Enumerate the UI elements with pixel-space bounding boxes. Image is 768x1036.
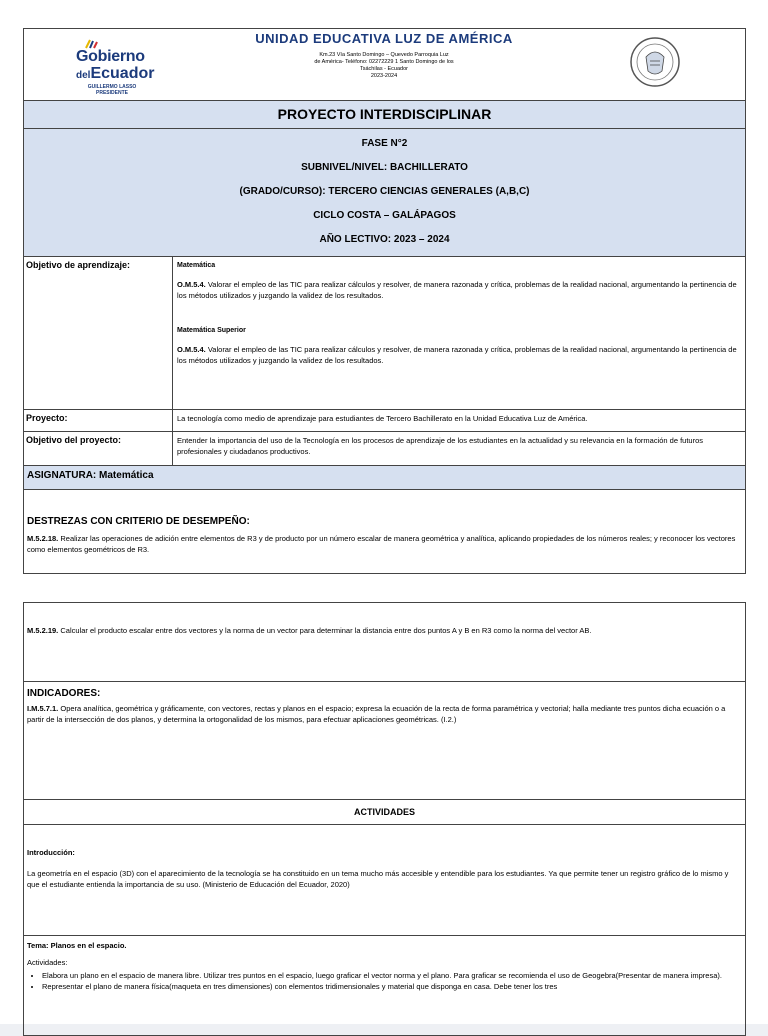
objetivo-proyecto-text: Entender la importancia del uso de la Tecnología en los procesos de aprendizaje de los estudiantes en la actualidad y su relevancia en la formación de futuros profesionales y ciudadanos productivos.: [173, 432, 746, 466]
destrezas-block: [24, 490, 746, 574]
school-name: UNIDAD EDUCATIVA LUZ DE AMÉRICA: [255, 31, 513, 46]
asignatura-heading: ASIGNATURA: Matemática: [24, 466, 746, 490]
logo-caption: GUILLERMO LASSO PRESIDENTE: [87, 84, 137, 96]
document-page-2: [0, 590, 768, 1024]
school-block: [214, 31, 554, 80]
phase-line-curso: (GRADO/CURSO): TERCERO CIENCIAS GENERALES (A,B,C): [239, 186, 530, 197]
gobierno-logo: [52, 39, 172, 95]
objetivo-text-1: O.M.5.4. Valorar el empleo de las TIC para realizar cálculos y resolver, de manera razonada y crítica, problemas de la realidad nacional, argumentando la pertinencia de los métodos utilizados y juzgando la validez de los resultados.: [177, 280, 737, 300]
school-address: Km.23 Vía Santo Domingo – Quevedo Parroquia Luz de América- Teléfono: 02272229 1 Santo Domingo de los Tsáchilas - Ecuador 2023-2024: [314, 52, 454, 79]
actividades-heading: ACTIVIDADES: [24, 800, 746, 825]
document-title: PROYECTO INTERDISCIPLINAR: [24, 101, 746, 129]
proyecto-label: Proyecto:: [24, 410, 173, 432]
project-table-continued: [23, 602, 746, 1036]
indicadores-heading: INDICADORES:: [27, 688, 101, 699]
actividades-label: Actividades:: [27, 958, 68, 967]
objetivo-content: [173, 257, 746, 410]
list-item: • Elabora un plano en el espacio de manera libre. Utilizar tres puntos en el espacio, luego graficar el vector norma y el plano. Para graficar se recomienda el uso de Geogebra(Presentar de manera impresa).: [42, 971, 742, 981]
introduccion-label: Introducción:: [27, 848, 75, 857]
project-table: [23, 28, 746, 574]
destreza-2: M.5.2.19. Calcular el producto escalar entre dos vectores y la norma de un vector para determinar la distancia entre dos puntos A y B en R3 como la norma del vector AB.: [24, 603, 746, 682]
introduccion-block: [24, 825, 746, 936]
logo-line2: delEcuador: [76, 65, 155, 82]
tema-label: Tema: Planos en el espacio.: [27, 941, 127, 950]
actividades-list: [27, 971, 742, 992]
header-row: [24, 29, 746, 101]
phase-block: [24, 129, 746, 257]
indicadores-block: [24, 682, 746, 800]
objetivo-proyecto-label: Objetivo del proyecto:: [24, 432, 173, 466]
logo-line1: Gobierno: [76, 48, 145, 65]
school-seal-icon: [628, 35, 682, 89]
tema-block: [24, 936, 746, 1036]
phase-line-fase: FASE N°2: [361, 138, 408, 149]
indicador-text: I.M.5.7.1. Opera analítica, geométrica y gráficamente, con vectores, rectas y planos en el espacio; expresa la ecuación de la recta de forma paramétrica y vectorial; halla mediante tres puntos dicha ecuación o a partir de la intersección de dos planos, y determina la ortogonalidad de los mismos, para efectuar aplicaciones geométricas. (I.2.): [27, 704, 726, 724]
objetivo-subject-2: Matemática Superior: [177, 327, 246, 334]
destrezas-heading: DESTREZAS CON CRITERIO DE DESEMPEÑO:: [27, 516, 250, 527]
objetivo-subject-1: Matemática: [177, 262, 216, 269]
phase-line-nivel: SUBNIVEL/NIVEL: BACHILLERATO: [301, 162, 468, 173]
objetivo-text-2: O.M.5.4. Valorar el empleo de las TIC para realizar cálculos y resolver, de manera razonada y crítica, problemas de la realidad nacional, argumentando la pertinencia de los métodos utilizados y juzgando la validez de los resultados.: [177, 345, 737, 365]
destrezas-text: M.5.2.18. Realizar las operaciones de adición entre elementos de R3 y de producto por un número escalar de manera geométrica y analítica, aplicando propiedades de los números reales; y reconocer los vectores como elementos geométricos de R3.: [27, 534, 736, 554]
objetivo-label: Objetivo de aprendizaje:: [24, 257, 173, 410]
phase-line-anio: AÑO LECTIVO: 2023 – 2024: [319, 234, 450, 245]
introduccion-text: La geometría en el espacio (3D) con el aparecimiento de la tecnología se ha constituido en un tema mucho más accesible y entendible para los estudiantes. Ya que permite tener un registro gráfico de lo mismo y que el estudiante entienda la importancia de su uso. (Ministerio de Educación del Ecuador, 2020): [27, 869, 729, 889]
phase-line-ciclo: CICLO COSTA – GALÁPAGOS: [313, 210, 456, 221]
list-item: • Representar el plano de manera física(maqueta en tres dimensiones) con elementos tridimensionales y material que disponga en casa. Debe tener los tres: [42, 982, 742, 992]
proyecto-text: La tecnología como medio de aprendizaje para estudiantes de Tercero Bachillerato en la Unidad Educativa Luz de América.: [173, 410, 746, 432]
